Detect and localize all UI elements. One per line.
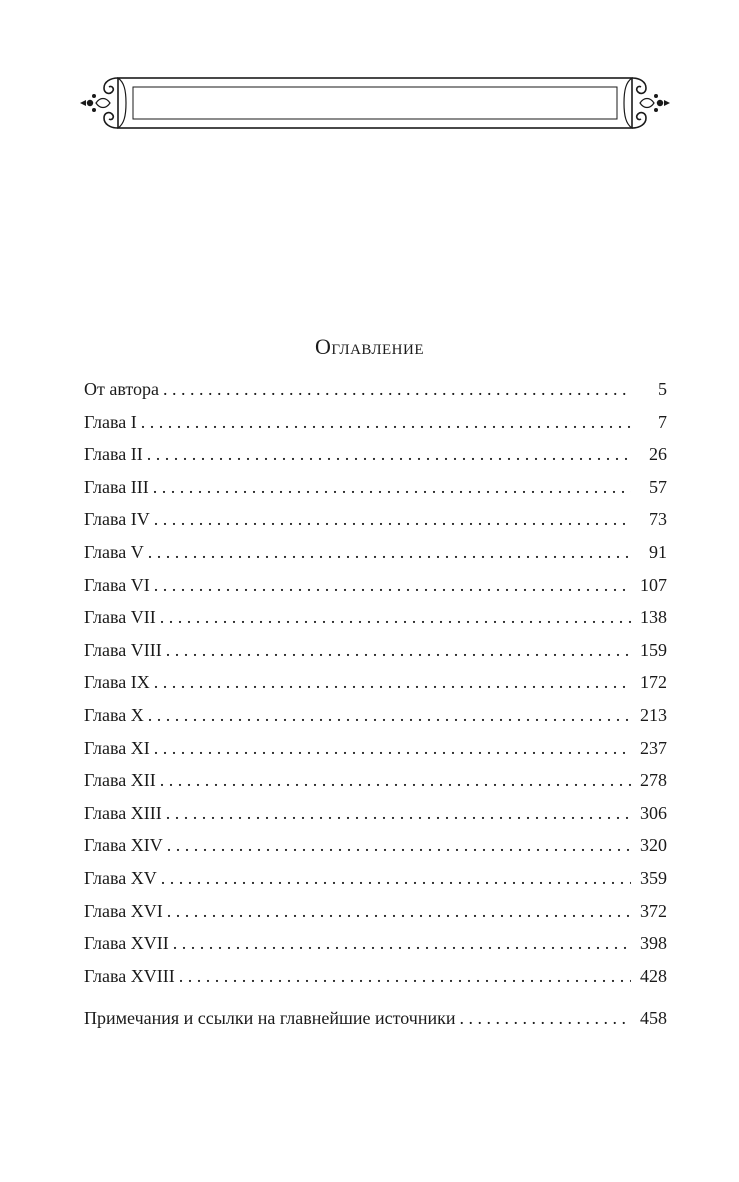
toc-page-number: 306 xyxy=(640,802,667,823)
toc-page-number: 91 xyxy=(649,541,667,562)
toc-entry[interactable] xyxy=(84,471,667,504)
toc-page-number: 159 xyxy=(640,639,667,660)
toc-page-number: 278 xyxy=(640,770,667,791)
toc-label: Глава XI xyxy=(84,737,150,758)
toc-label: Глава XV xyxy=(84,867,157,888)
toc-label: Глава II xyxy=(84,444,143,465)
toc-entry[interactable] xyxy=(84,373,667,406)
toc-page-number: 237 xyxy=(640,737,667,758)
toc-entry[interactable] xyxy=(84,536,667,569)
toc-label: Глава IV xyxy=(84,509,150,530)
toc-entry[interactable] xyxy=(84,797,667,830)
toc-page-number: 372 xyxy=(640,900,667,921)
decorative-frame-ornament-icon xyxy=(76,72,674,134)
toc-entry[interactable] xyxy=(84,634,667,667)
toc-entry[interactable] xyxy=(84,764,667,797)
toc-page-number: 26 xyxy=(649,444,667,465)
leader-dots xyxy=(153,471,631,504)
toc-label: Глава VIII xyxy=(84,639,162,660)
leader-dots xyxy=(148,536,631,569)
toc-entry[interactable] xyxy=(84,895,667,928)
toc-label: Глава I xyxy=(84,411,137,432)
toc-page-number: 359 xyxy=(640,867,667,888)
toc-page-number: 458 xyxy=(640,1008,667,1029)
toc-label: Глава XVI xyxy=(84,900,163,921)
leader-dots xyxy=(166,634,631,667)
leader-dots xyxy=(460,1002,632,1035)
toc-label: Глава XIV xyxy=(84,835,163,856)
leader-dots xyxy=(166,797,631,830)
toc-page-number: 7 xyxy=(658,411,667,432)
toc-label: Глава XVII xyxy=(84,933,169,954)
toc-page-number: 107 xyxy=(640,574,667,595)
leader-dots xyxy=(147,438,631,471)
leader-dots xyxy=(161,862,631,895)
toc-page-number: 320 xyxy=(640,835,667,856)
leader-dots xyxy=(163,373,631,406)
toc-entry[interactable] xyxy=(84,960,667,993)
toc-entry[interactable] xyxy=(84,438,667,471)
toc-entry-notes[interactable] xyxy=(84,1002,667,1035)
leader-dots xyxy=(160,764,631,797)
toc-entry[interactable] xyxy=(84,666,667,699)
toc-page-number: 213 xyxy=(640,704,667,725)
toc-page-number: 138 xyxy=(640,607,667,628)
toc-label: Глава XIII xyxy=(84,802,162,823)
leader-dots xyxy=(141,406,631,439)
toc-entry[interactable] xyxy=(84,569,667,602)
toc-page-number: 57 xyxy=(649,476,667,497)
leader-dots xyxy=(154,503,631,536)
toc-label: Глава V xyxy=(84,541,144,562)
toc-label: Глава VI xyxy=(84,574,150,595)
toc-page-number: 172 xyxy=(640,672,667,693)
toc-entry[interactable] xyxy=(84,406,667,439)
leader-dots xyxy=(179,960,631,993)
table-of-contents xyxy=(84,373,667,1035)
toc-label: Глава III xyxy=(84,476,149,497)
toc-page-number: 428 xyxy=(640,965,667,986)
toc-page-number: 398 xyxy=(640,933,667,954)
leader-dots xyxy=(173,927,631,960)
toc-entry[interactable] xyxy=(84,862,667,895)
toc-page-number: 73 xyxy=(649,509,667,530)
toc-label: Примечания и ссылки на главнейшие источники xyxy=(84,1008,456,1029)
toc-page-number: 5 xyxy=(658,379,667,399)
leader-dots xyxy=(167,895,631,928)
toc-entry[interactable] xyxy=(84,829,667,862)
toc-label: Глава VII xyxy=(84,607,156,628)
toc-label: Глава XVIII xyxy=(84,965,175,986)
leader-dots xyxy=(160,601,631,634)
toc-label: Глава X xyxy=(84,704,144,725)
toc-entry[interactable] xyxy=(84,927,667,960)
leader-dots xyxy=(167,829,631,862)
toc-label: Глава IX xyxy=(84,672,150,693)
toc-label: От автора xyxy=(84,379,160,399)
leader-dots xyxy=(154,666,631,699)
leader-dots xyxy=(148,699,631,732)
toc-entry[interactable] xyxy=(84,699,667,732)
toc-entry[interactable] xyxy=(84,503,667,536)
leader-dots xyxy=(154,569,631,602)
page-title: Оглавление xyxy=(314,334,425,359)
toc-label: Глава XII xyxy=(84,770,156,791)
toc-entry[interactable] xyxy=(84,601,667,634)
leader-dots xyxy=(154,732,631,765)
toc-entry[interactable] xyxy=(84,732,667,765)
